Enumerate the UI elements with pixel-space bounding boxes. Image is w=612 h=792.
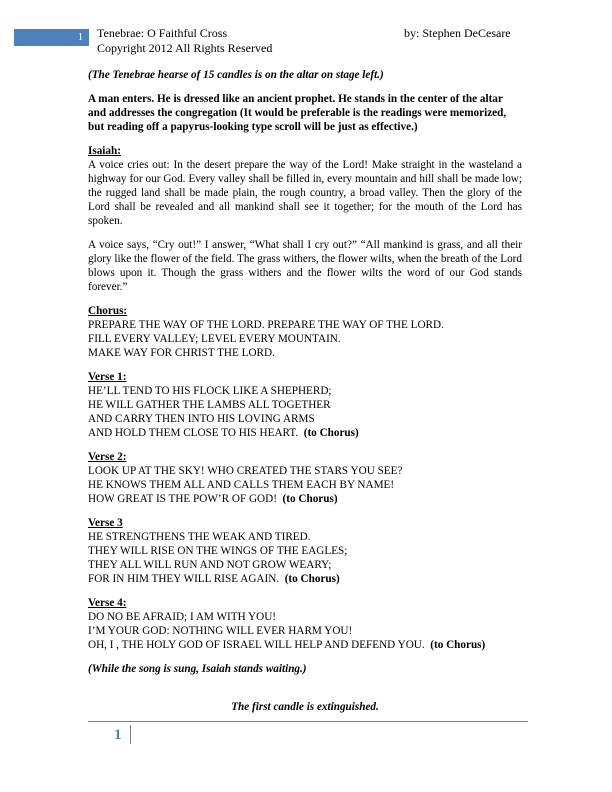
document-title: Tenebrae: O Faithful Cross [97,26,228,40]
section-heading: Verse 3 [88,517,123,529]
copyright-notice: Copyright 2012 All Rights Reserved [97,41,273,55]
reading-paragraph: A voice says, “Cry out!” I answer, “What shall I cry out?” “All mankind is grass, and all their glory like the flower of the field. The grass withers, the flower wilts, when the breath of the Lord blows upon it. Though the grass withers and the flower wilts the word of our God stands forever.” [88,239,522,293]
lyric-line: AND CARRY THEN INTO HIS LOVING ARMS [88,413,315,425]
chorus-section [88,304,522,360]
footer-divider [130,725,131,744]
stage-direction: A man enters. He is dressed like an ancient prophet. He stands in the center of the altar and addresses the congregation (It would be preferable is the readings were memorized, but reading off a papyrus-looking type scroll will be just as effective.) [88,93,507,133]
lyric-line: DO NO BE AFRAID; I AM WITH YOU! [88,611,277,623]
lyric-line: LOOK UP AT THE SKY! WHO CREATED THE STARS YOU SEE? [88,465,403,477]
lyric-line: THEY WILL RISE ON THE WINGS OF THE EAGLES; [88,545,348,557]
lyric-line: FILL EVERY VALLEY; LEVEL EVERY MOUNTAIN. [88,333,341,345]
footer-rule [88,721,528,722]
lyric-line: OH, I , THE HOLY GOD OF ISRAEL WILL HELP AND DEFEND YOU. [88,639,425,651]
lyric-line: PREPARE THE WAY OF THE LORD. PREPARE THE WAY OF THE LORD. [88,319,444,331]
verse-1-section [88,370,522,440]
stage-direction: (The Tenebrae hearse of 15 candles is on the altar on stage left.) [88,69,384,81]
footer-page-number: 1 [114,727,122,743]
section-heading: Verse 4: [88,597,127,609]
candle-direction: The first candle is extinguished. [231,701,379,713]
verse-3-section [88,516,522,586]
verse-4-section [88,596,522,652]
lyric-line: HOW GREAT IS THE POW’R OF GOD! [88,493,277,505]
chorus-cue: (to Chorus) [430,639,486,651]
section-heading: Verse 1: [88,371,127,383]
isaiah-section [88,144,522,294]
reading-paragraph: A voice cries out: In the desert prepare the way of the Lord! Make straight in the wasteland a highway for our God. Every valley shall be filled in, every mountain and hill shall be made low; the rugged land shall be made plain, the rough country, a broad valley. Then the glory of the Lord shall be revealed and all mankind shall see it together; for the mouth of the Lord has spoken. [88,159,522,227]
verse-2-section [88,450,522,506]
lyric-line: HE’LL TEND TO HIS FLOCK LIKE A SHEPHERD; [88,385,332,397]
section-heading: Verse 2: [88,451,127,463]
chorus-cue: (to Chorus) [282,493,338,505]
stage-direction: (While the song is sung, Isaiah stands waiting.) [88,663,307,675]
lyric-line: HE KNOWS THEM ALL AND CALLS THEM EACH BY NAME! [88,479,395,491]
section-heading: Isaiah: [88,145,121,157]
lyric-line: I’M YOUR GOD: NOTHING WILL EVER HARM YOU! [88,625,353,637]
lyric-line: THEY ALL WILL RUN AND NOT GROW WEARY; [88,559,332,571]
section-heading: Chorus: [88,305,128,317]
page-number-tab: 1 [14,29,89,46]
lyric-line: FOR IN HIM THEY WILL RISE AGAIN. [88,573,280,585]
lyric-line: HE WILL GATHER THE LAMBS ALL TOGETHER [88,399,331,411]
chorus-cue: (to Chorus) [284,573,340,585]
chorus-cue: (to Chorus) [303,427,359,439]
script-body [88,68,522,724]
lyric-line: MAKE WAY FOR CHRIST THE LORD. [88,347,275,359]
lyric-line: HE STRENGTHENS THE WEAK AND TIRED. [88,531,311,543]
author-credit: by: Stephen DeCesare [404,26,511,40]
lyric-line: AND HOLD THEM CLOSE TO HIS HEART. [88,427,299,439]
